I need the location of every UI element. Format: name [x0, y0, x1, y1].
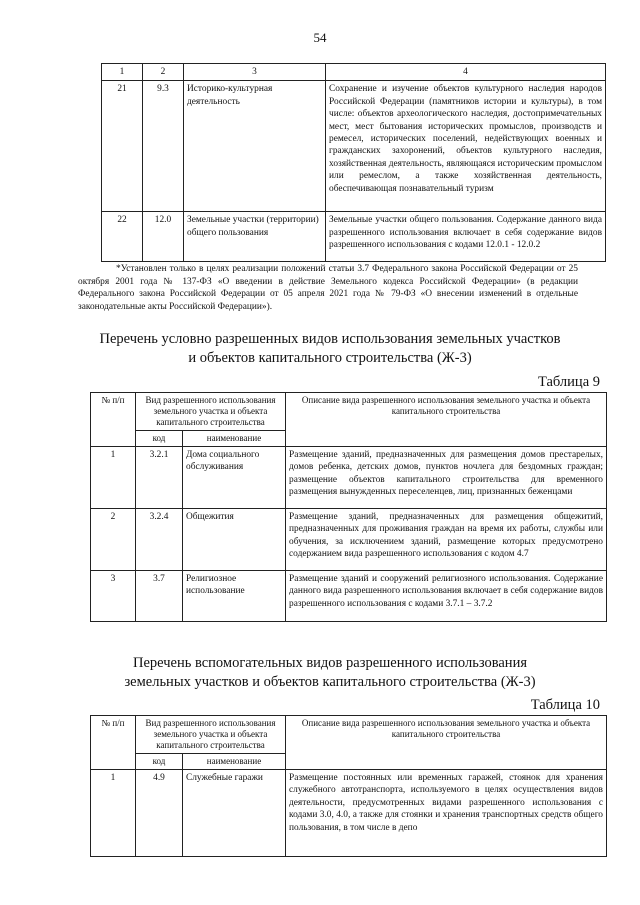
row-code: 3.2.4	[136, 509, 183, 571]
section2-title-line1: Перечень вспомогательных видов разрешенного использования	[133, 655, 527, 671]
row-code: 4.9	[136, 770, 183, 857]
row-desc: Размещение зданий, предназначенных для размещения общежитий, предназначенных для проживания граждан на время их работы, службы или обучения, за исключением зданий, размещение которых предусмотрено содержанием вида разрешенного использования с кодом 4.7	[286, 509, 607, 571]
row-code: 12.0	[143, 212, 184, 262]
row-name: Религиозное использование	[183, 571, 286, 622]
col-header-4: 4	[326, 64, 606, 81]
col-header-2: 2	[143, 64, 184, 81]
page-number: 54	[313, 30, 327, 45]
row-desc: Размещение постоянных или временных гаражей, стоянок для хранения служебного автотранспорта, используемого в целях осуществления видов деятельности, предусмотренных видами разрешенного использования с кодами 3.0, 4.0, а также для стоянки и хранения транспортных средств общего пользования, в том числе в депо	[286, 770, 607, 857]
row-name: Историко-культурная деятельность	[184, 81, 326, 212]
row-num: 21	[102, 81, 143, 212]
table-row	[102, 212, 606, 262]
header-desc: Описание вида разрешенного использования земельного участка и объекта капитального строительства	[286, 716, 607, 770]
header-type: Вид разрешенного использования земельного участка и объекта капитального строительства	[136, 393, 286, 431]
table-header-row	[102, 64, 606, 81]
row-desc: Сохранение и изучение объектов культурного наследия народов Российской Федерации (памятников истории и культуры), в том числе: объектов археологического наследия, достопримечательных мест, мест бытования исторических промыслов, производств и ремесел, исторических поселений, недействующих военных и гражданских захоронений, объектов культурного наследия, хозяйственная деятельность, являющаяся историческим промыслом или ремеслом, а также хозяйственная деятельность, обеспечивающая познавательный туризм	[326, 81, 606, 212]
table-header-row	[91, 393, 607, 431]
table-row	[91, 509, 607, 571]
table-header-row	[91, 716, 607, 754]
table10-caption: Таблица 10	[530, 697, 600, 713]
row-desc: Размещение зданий, предназначенных для размещения домов престарелых, домов ребенка, детских домов, пунктов ночлега для бездомных граждан; размещение объектов капитального строительства для временного размещения вынужденных переселенцев, лиц, признанных беженцами	[286, 447, 607, 509]
table-row	[91, 770, 607, 857]
header-desc: Описание вида разрешенного использования земельного участка и объекта капитального строительства	[286, 393, 607, 447]
table-row	[91, 571, 607, 622]
row-num: 3	[91, 571, 136, 622]
col-header-1: 1	[102, 64, 143, 81]
header-num: № п/п	[91, 393, 136, 447]
table-row	[91, 447, 607, 509]
row-num: 2	[91, 509, 136, 571]
section2-title	[60, 654, 600, 692]
row-name: Общежития	[183, 509, 286, 571]
col-header-3: 3	[184, 64, 326, 81]
section1-title-line1: Перечень условно разрешенных видов использования земельных участков	[99, 331, 561, 347]
footnote: *Установлен только в целях реализации положений статьи 3.7 Федерального закона Российской Федерации от 25 октября 2001 года № 137-ФЗ «О введении в действие Земельного кодекса Российской Федерации» (в редакции Федерального закона Российской Федерации от 05 апреля 2021 года № 79-ФЗ «О внесении изменений в отдельные законодательные акты Российской Федерации»).	[78, 264, 578, 312]
header-code: код	[136, 754, 183, 770]
row-name: Земельные участки (территории) общего пользования	[184, 212, 326, 262]
row-num: 1	[91, 770, 136, 857]
row-code: 3.7	[136, 571, 183, 622]
continued-table	[101, 63, 606, 262]
header-code: код	[136, 431, 183, 447]
header-name: наименование	[183, 754, 286, 770]
row-desc: Земельные участки общего пользования. Содержание данного вида разрешенного использования включает в себя содержание видов разрешенного использования с кодами 12.0.1 - 12.0.2	[326, 212, 606, 262]
section1-title	[60, 330, 600, 368]
header-type: Вид разрешенного использования земельного участка и объекта капитального строительства	[136, 716, 286, 754]
table9-caption: Таблица 9	[537, 374, 600, 390]
table-10	[90, 715, 607, 857]
section1-title-line2: и объектов капитального строительства (Ж-3)	[188, 350, 472, 366]
row-num: 1	[91, 447, 136, 509]
section2-title-line2: земельных участков и объектов капитального строительства (Ж-3)	[124, 674, 536, 690]
row-num: 22	[102, 212, 143, 262]
row-desc: Размещение зданий и сооружений религиозного использования. Содержание данного вида разрешенного использования включает в себя содержание видов разрешенного использования с кодами 3.7.1 – 3.7.2	[286, 571, 607, 622]
table-9	[90, 392, 607, 622]
header-num: № п/п	[91, 716, 136, 770]
table-row	[102, 81, 606, 212]
row-name: Служебные гаражи	[183, 770, 286, 857]
row-code: 3.2.1	[136, 447, 183, 509]
row-code: 9.3	[143, 81, 184, 212]
row-name: Дома социального обслуживания	[183, 447, 286, 509]
header-name: наименование	[183, 431, 286, 447]
